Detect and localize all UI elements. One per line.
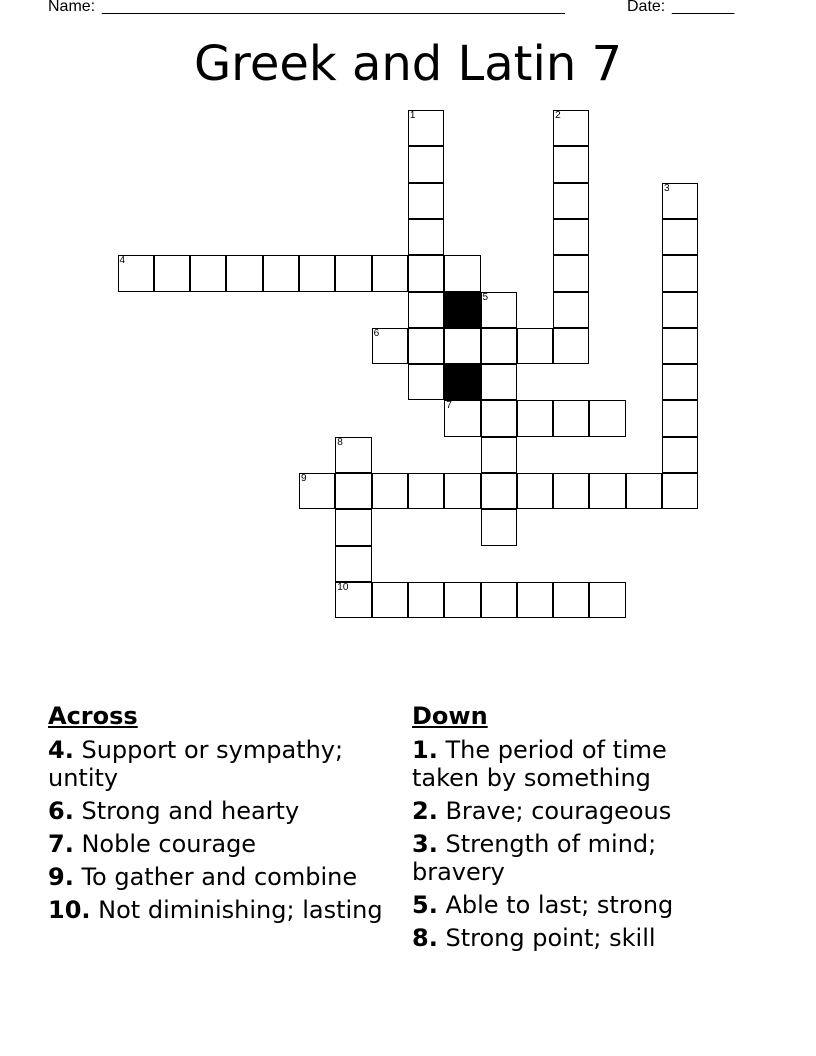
clue-number: 1. bbox=[412, 736, 438, 764]
name-field[interactable]: ____________________________________________________ bbox=[102, 0, 565, 15]
crossword-cell[interactable] bbox=[372, 328, 408, 364]
crossword-cell[interactable] bbox=[517, 400, 553, 436]
crossword-cell[interactable] bbox=[481, 437, 517, 473]
crossword-cell[interactable] bbox=[408, 183, 444, 219]
clue-number: 5. bbox=[412, 891, 438, 919]
crossword-cell[interactable] bbox=[481, 328, 517, 364]
crossword-cell[interactable] bbox=[299, 473, 335, 509]
clue-text: Able to last; strong bbox=[445, 891, 674, 919]
crossword-cell[interactable] bbox=[662, 219, 698, 255]
clue-down-8 bbox=[412, 924, 712, 952]
down-heading: Down bbox=[412, 702, 488, 730]
crossword-cell[interactable] bbox=[372, 473, 408, 509]
page-title: Greek and Latin 7 bbox=[193, 36, 623, 92]
crossword-cell[interactable] bbox=[444, 473, 480, 509]
crossword-cell[interactable] bbox=[408, 582, 444, 618]
crossword-cell[interactable] bbox=[481, 400, 517, 436]
crossword-cell[interactable] bbox=[481, 292, 517, 328]
crossword-cell[interactable] bbox=[118, 255, 154, 291]
clue-number: 4. bbox=[48, 736, 74, 764]
crossword-cell[interactable] bbox=[662, 364, 698, 400]
clue-across-6 bbox=[48, 797, 388, 825]
crossword-cell[interactable] bbox=[517, 473, 553, 509]
clue-text: Strong point; skill bbox=[445, 924, 656, 952]
black-square bbox=[444, 364, 480, 400]
crossword-cell[interactable] bbox=[263, 255, 299, 291]
clue-number: 6. bbox=[48, 797, 74, 825]
crossword-cell[interactable] bbox=[226, 255, 262, 291]
crossword-cell[interactable] bbox=[481, 509, 517, 545]
crossword-cell[interactable] bbox=[553, 255, 589, 291]
down-clues bbox=[412, 702, 712, 957]
clue-across-10 bbox=[48, 896, 388, 924]
crossword-cell[interactable] bbox=[553, 292, 589, 328]
clue-number-label: 8 bbox=[337, 436, 343, 448]
clue-number-label: 1 bbox=[409, 110, 416, 121]
clue-number-label: 5 bbox=[482, 291, 489, 303]
crossword-cell[interactable] bbox=[481, 364, 517, 400]
crossword-cell[interactable] bbox=[335, 509, 371, 545]
clue-text: Noble courage bbox=[81, 830, 257, 858]
crossword-cell[interactable] bbox=[553, 400, 589, 436]
crossword-cell[interactable] bbox=[335, 473, 371, 509]
crossword-cell[interactable] bbox=[335, 437, 371, 473]
crossword-cell[interactable] bbox=[190, 255, 226, 291]
clue-number: 10. bbox=[48, 896, 91, 924]
clue-number: 8. bbox=[412, 924, 438, 952]
crossword-cell[interactable] bbox=[553, 110, 589, 146]
clue-number-label: 3 bbox=[664, 182, 670, 194]
crossword-cell[interactable] bbox=[444, 255, 480, 291]
clue-across-7 bbox=[48, 830, 388, 858]
clue-number: 7. bbox=[48, 830, 74, 858]
clue-text: Brave; courageous bbox=[445, 797, 672, 825]
clue-text: Not diminishing; lasting bbox=[98, 896, 383, 924]
crossword-cell[interactable] bbox=[299, 255, 335, 291]
crossword-cell[interactable] bbox=[589, 400, 625, 436]
clue-number-label: 6 bbox=[373, 327, 380, 339]
crossword-cell[interactable] bbox=[626, 473, 662, 509]
clue-text: To gather and combine bbox=[81, 863, 358, 891]
crossword-cell[interactable] bbox=[408, 364, 444, 400]
crossword-cell[interactable] bbox=[662, 328, 698, 364]
crossword-cell[interactable] bbox=[553, 146, 589, 182]
crossword-cell[interactable] bbox=[589, 582, 625, 618]
clue-down-1 bbox=[412, 736, 712, 792]
crossword-cell[interactable] bbox=[372, 255, 408, 291]
clue-text: The period of time taken by something bbox=[412, 736, 667, 792]
clue-number: 2. bbox=[412, 797, 438, 825]
crossword-cell[interactable] bbox=[408, 473, 444, 509]
crossword-cell[interactable] bbox=[408, 328, 444, 364]
crossword-cell[interactable] bbox=[335, 255, 371, 291]
crossword-cell[interactable] bbox=[553, 328, 589, 364]
date-label: Date: bbox=[627, 0, 666, 15]
name-label: Name: bbox=[48, 0, 96, 15]
date-field[interactable]: _______ bbox=[672, 0, 735, 15]
clue-number-label: 7 bbox=[446, 400, 452, 412]
crossword-cell[interactable] bbox=[408, 146, 444, 182]
crossword-cell[interactable] bbox=[481, 473, 517, 509]
crossword-cell[interactable] bbox=[408, 292, 444, 328]
crossword-cell[interactable] bbox=[553, 219, 589, 255]
clue-down-5 bbox=[412, 891, 712, 919]
clue-across-9 bbox=[48, 863, 388, 891]
crossword-cell[interactable] bbox=[589, 473, 625, 509]
clue-number: 9. bbox=[48, 863, 74, 891]
crossword-cell[interactable] bbox=[481, 582, 517, 618]
crossword-cell[interactable] bbox=[372, 582, 408, 618]
clue-number-label: 2 bbox=[555, 110, 561, 121]
crossword-cell[interactable] bbox=[662, 255, 698, 291]
crossword-cell[interactable] bbox=[444, 328, 480, 364]
clue-text: Strong and hearty bbox=[81, 797, 300, 825]
crossword-cell[interactable] bbox=[517, 582, 553, 618]
crossword-cell[interactable] bbox=[553, 473, 589, 509]
crossword-cell[interactable] bbox=[408, 255, 444, 291]
crossword-cell[interactable] bbox=[553, 183, 589, 219]
clue-across-4 bbox=[48, 736, 388, 792]
clue-number-label: 4 bbox=[119, 255, 126, 267]
across-clues bbox=[48, 702, 388, 929]
clue-text: Support or sympathy; untity bbox=[48, 736, 344, 792]
crossword-cell[interactable] bbox=[662, 473, 698, 509]
crossword-cell[interactable] bbox=[444, 400, 480, 436]
clue-number-label: 10 bbox=[337, 581, 349, 593]
crossword-cell[interactable] bbox=[408, 110, 444, 146]
clue-down-3 bbox=[412, 830, 712, 886]
crossword-cell[interactable] bbox=[662, 183, 698, 219]
crossword-cell[interactable] bbox=[662, 437, 698, 473]
black-square bbox=[444, 292, 480, 328]
crossword-cell[interactable] bbox=[408, 219, 444, 255]
crossword-cell[interactable] bbox=[553, 582, 589, 618]
clue-down-2 bbox=[412, 797, 712, 825]
across-heading: Across bbox=[48, 702, 138, 730]
crossword-cell[interactable] bbox=[662, 292, 698, 328]
crossword-cell[interactable] bbox=[154, 255, 190, 291]
crossword-cell[interactable] bbox=[335, 546, 371, 582]
clue-text: Strength of mind; bravery bbox=[412, 830, 657, 886]
crossword-cell[interactable] bbox=[335, 582, 371, 618]
crossword-cell[interactable] bbox=[662, 400, 698, 436]
clue-number: 3. bbox=[412, 830, 438, 858]
crossword-cell[interactable] bbox=[444, 582, 480, 618]
clue-number-label: 9 bbox=[301, 473, 307, 484]
crossword-cell[interactable] bbox=[517, 328, 553, 364]
